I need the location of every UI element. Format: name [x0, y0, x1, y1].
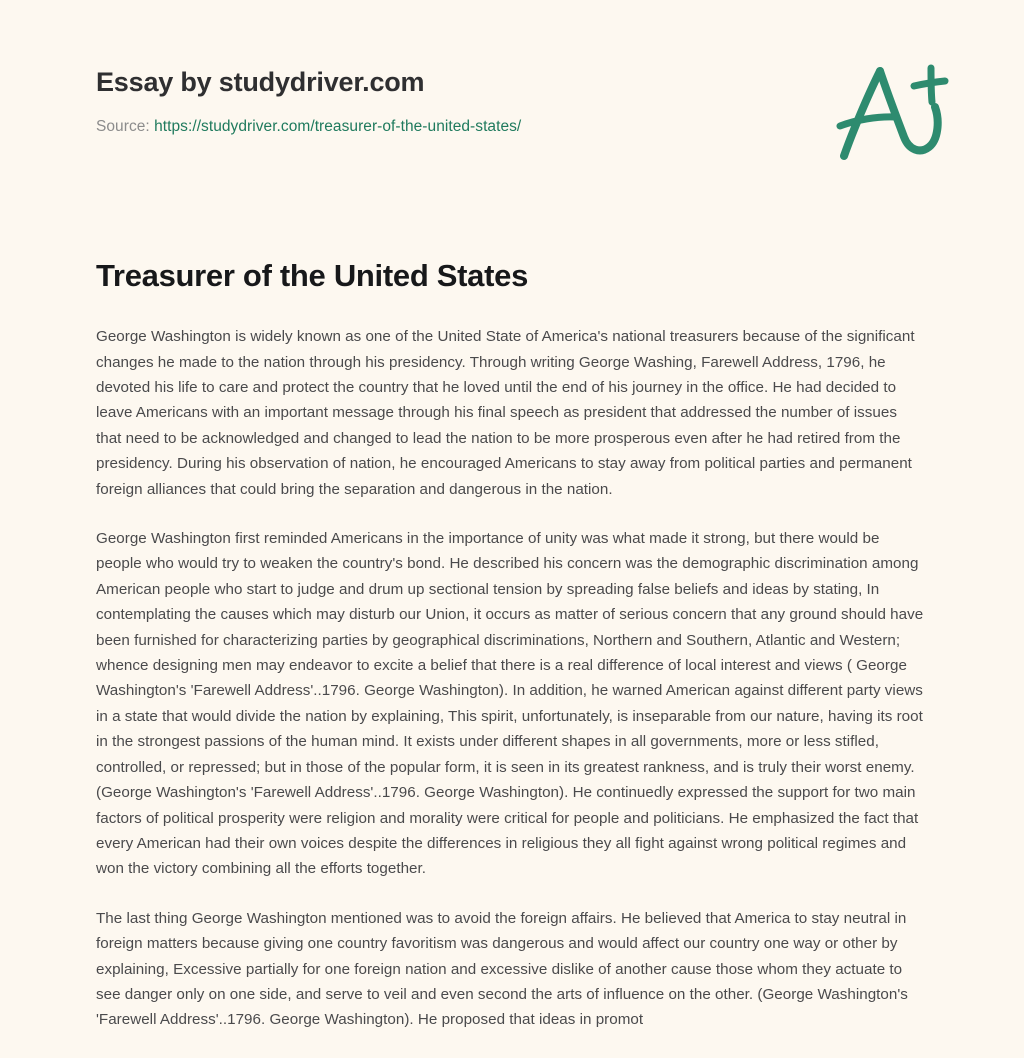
source-label: Source: [96, 117, 155, 135]
paragraph: The last thing George Washington mentioned was to avoid the foreign affairs. He believed that America to stay neutral in foreign matters because giving one country favoritism was dangerous and would affect our country one way or other by explaining, Excessive partially for one foreign nation and excessive dislike of another cause those whom they actuate to see danger only on one side, and serve to veil and even second the arts of influence on the other. (George Washington's 'Farewell Address'..1796. George Washington). He proposed that ideas in promot [96, 909, 908, 1029]
page-header [0, 0, 1024, 180]
essay-byline: Essay by studydriver.com [96, 67, 425, 97]
paragraph: George Washington first reminded Americans in the importance of unity was what made it strong, but there would be people who would try to weaken the country's bond. He described his concern was the demographic discrimination among American people who start to judge and drum up sectional tension by spreading false beliefs and ideas by stating, In contemplating the causes which may disturb our Union, it occurs as matter of serious concern that any ground should have been furnished for characterizing parties by geographical discriminations, Northern and Southern, Atlantic and Western; whence designing men may endeavor to excite a belief that there is a real difference of local interest and views ( George Washington's 'Farewell Address'..1796. George Washington). In addition, he warned American against different party views in a state that would divide the nation by explaining, This spirit, unfortunately, is inseparable from our nature, having its root in the strongest passions of the human mind. It exists under different shapes in all governments, more or less stifled, controlled, or repressed; but in those of the popular form, it is seen in its greatest rankness, and is truly their worst enemy. (George Washington's 'Farewell Address'..1796. George Washington). He continuedly expressed the support for two main factors of political prosperity were religion and morality were critical for people and politicians. He emphasized the fact that every American had their own voices despite the differences in religious they all fight against wrong political regimes and won the victory combining all the efforts together. [96, 530, 924, 878]
studydriver-logo [830, 55, 952, 165]
paragraph: George Washington is widely known as one of the United State of America's national treasurers because of the significant changes he made to the nation through his presidency. Through writing George Washing, Farewell Address, 1796, he devoted his life to care and protect the country that he loved until the end of his journey in the office. He had decided to leave Americans with an important message through his final speech as president that addressed the number of issues that need to be acknowledged and changed to lead the nation to be more prosperous even after he had retired from the presidency. During his observation of nation, he encouraged Americans to stay away from political parties and permanent foreign alliances that could bring the separation and dangerous in the nation. [96, 328, 915, 498]
source-url-link[interactable]: https://studydriver.com/treasurer-of-the-united-states/ [154, 117, 522, 135]
essay-body [0, 294, 1024, 1033]
page-title: Treasurer of the United States [96, 258, 529, 293]
a-plus-logo-icon [830, 55, 952, 165]
